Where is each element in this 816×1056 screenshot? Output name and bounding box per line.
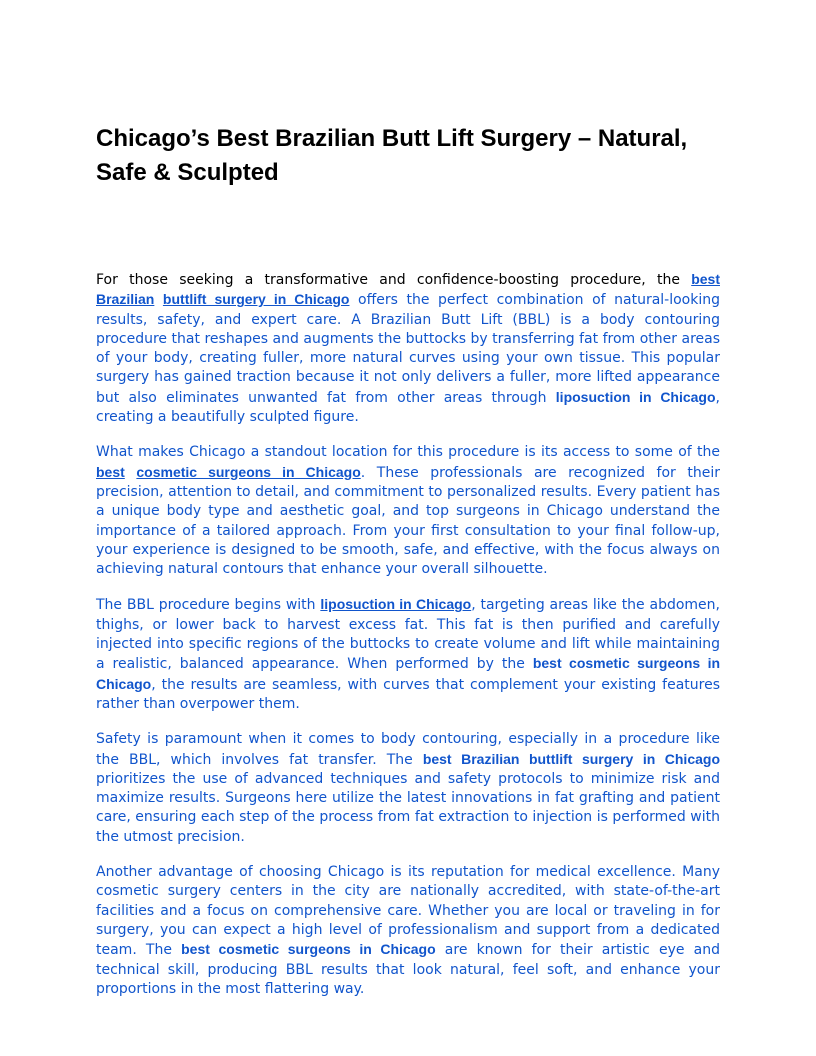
text-run: What makes Chicago a standout location for this procedure is its access to some of the (96, 444, 720, 461)
text-run: For those seeking a transformative and confidence-boosting procedure, the (96, 272, 692, 288)
paragraph-procedure (96, 595, 720, 714)
text-run (125, 465, 137, 481)
bold-liposuction-chicago: liposuction in Chicago (555, 388, 716, 405)
page-title: Chicago’s Best Brazilian Butt Lift Surgery – Natural, Safe & Sculpted (96, 125, 688, 186)
article-body (96, 270, 720, 1015)
link-cosmetic-surgeons-chicago[interactable]: cosmetic surgeons in Chicago (136, 463, 361, 480)
paragraph-standout (96, 443, 720, 579)
text-run: The BBL procedure begins with (96, 597, 321, 614)
text-run: , creating a beautifully sculpted figure. (96, 389, 720, 426)
text-run: offers the perfect combination of natural-looking results, safety, and expert care. A Brazilian Butt Lift (BBL) is a body contouring procedure that reshapes and augments the buttocks by transferring fat from other areas of your body, creating fuller, more natural curves using your own tissue. This popular surgery has gained traction because it not only delivers a fuller, more lifted appearance but also eliminates unwanted fat from other areas through (96, 292, 720, 406)
bold-best-cosmetic-surgeons: best cosmetic surgeons in Chicago (96, 655, 721, 692)
paragraph-advantage (96, 863, 720, 999)
text-run: . These professionals are recognized for their precision, attention to detail, and commitment to personalized results. Every patient has a unique body type and aesthetic goal, and top surgeons in Chicago understand the importance of a tailored approach. From your first consultation to your final follow-up, your experience is designed to be smooth, safe, and effective, with the focus always on achieving natural contours that enhance your overall silhouette. (96, 464, 720, 578)
link-buttlift-surgery-chicago[interactable]: buttlift surgery in Chicago (162, 291, 350, 308)
bold-best-bbl-chicago: best Brazilian buttlift surgery in Chicago (422, 750, 720, 767)
text-run: Safety is paramount when it comes to body contouring, especially in a procedure like the BBL, which involves fat transfer. The (96, 731, 720, 768)
paragraph-intro (96, 270, 720, 427)
text-run: , the results are seamless, with curves that complement your existing features rather than overpower them. (96, 676, 720, 712)
bold-best-cosmetic-surgeons: best cosmetic surgeons in Chicago (181, 941, 436, 958)
paragraph-safety (96, 730, 720, 847)
document-header (96, 122, 720, 190)
link-best-brazilian[interactable]: best Brazilian (96, 271, 720, 308)
text-run: , targeting areas like the abdomen, thighs, or lower back to harvest excess fat. This fat is then purified and carefully injected into specific regions of the buttocks to create volume and lift while maintaining a realistic, balanced appearance. When performed by the (96, 597, 720, 673)
text-run: prioritizes the use of advanced techniques and safety protocols to minimize risk and maximize results. Surgeons here utilize the latest innovations in fat grafting and patient care, ensuring each step of the process from fat extraction to injection is performed with the utmost precision. (96, 770, 720, 845)
text-run: Another advantage of choosing Chicago is its reputation for medical excellence. Many cosmetic surgery centers in the city are nationally accredited, with state-of-the-art facilities and a focus on comprehensive care. Whether you are local or traveling in for surgery, you can expect a high level of professionalism and support from a dedicated team. The (96, 864, 720, 959)
link-liposuction-chicago[interactable]: liposuction in Chicago (320, 596, 472, 613)
text-run: are known for their artistic eye and technical skill, producing BBL results that look natural, feel soft, and enhance your proportions in the most flattering way. (96, 942, 720, 997)
link-best[interactable]: best (96, 463, 125, 480)
text-run (154, 292, 163, 308)
